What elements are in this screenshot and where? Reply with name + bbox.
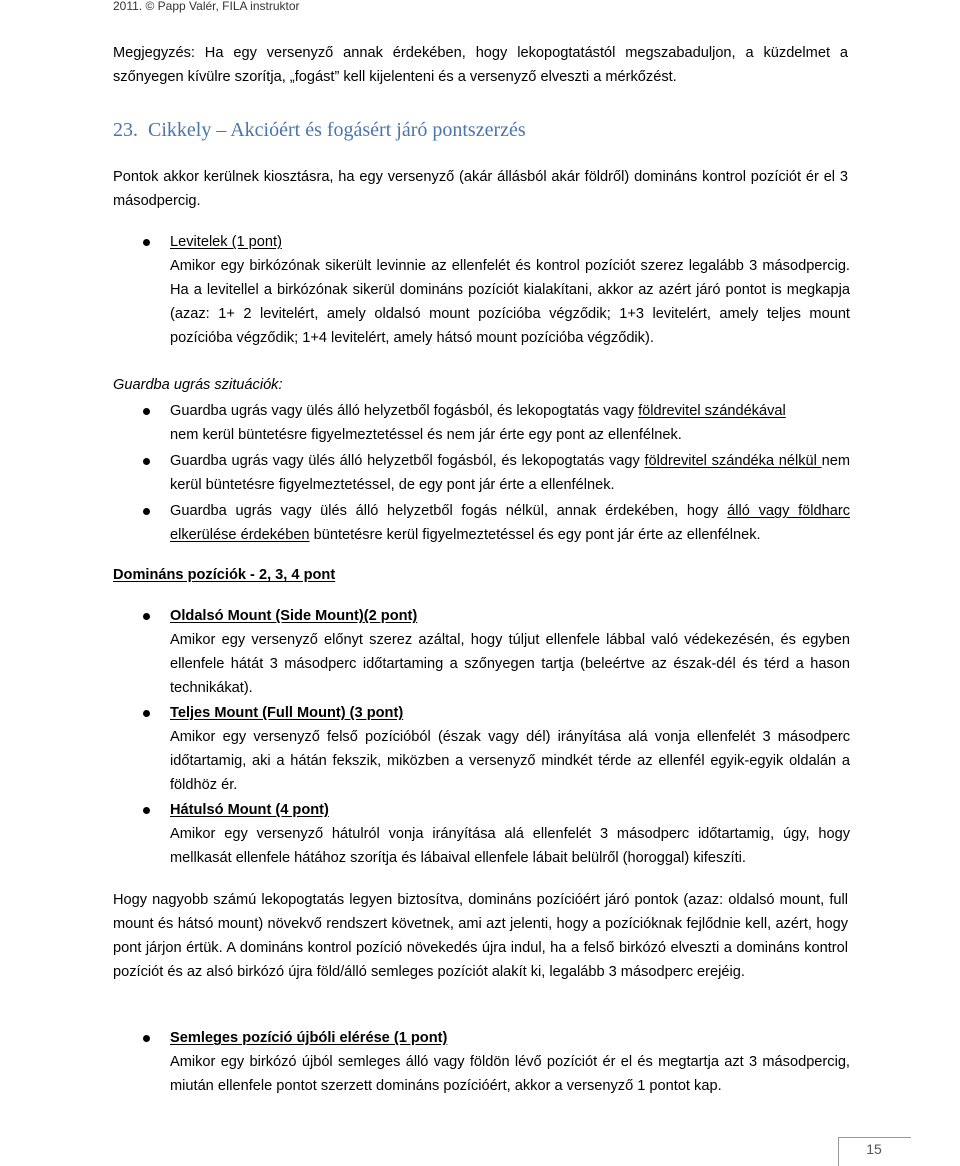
header-author: Papp Valér, FILA instruktor <box>157 0 300 13</box>
bullet-icon <box>143 710 150 717</box>
guardba-item-text: Guardba ugrás vagy ülés álló helyzetből fogásból, és lekopogtatás vagy <box>170 403 639 419</box>
guardba-item-underlined: földrevitel szándékával <box>638 403 786 419</box>
guardba-title: Guardba ugrás szituációk: <box>113 377 283 393</box>
note-paragraph: Megjegyzés: Ha egy versenyző annak érdekében, hogy lekopogtatástól megszabaduljon, a küzdelmet a szőnyegen kívülre szorítja, „fogást” kell kijelenteni és a versenyző elveszti a mérkőzést. <box>113 45 848 85</box>
copyright-icon: © <box>145 0 155 13</box>
section-title: Cikkely – Akcióért és fogásért járó pontszerzés <box>148 119 526 141</box>
dominans-item-text: Amikor egy versenyző előnyt szerez azáltal, hogy túljut ellenfele lábbal való védekezésén, és egyben ellenfele hátát 3 másodperc időtartaming a szőnyegen tartja (beleértve az észak-dél és térd a hason technikákat). <box>170 632 850 696</box>
section-number: 23. <box>113 119 138 141</box>
guardba-list <box>113 399 850 547</box>
bullet-icon <box>143 408 150 415</box>
dominans-item-text: Amikor egy versenyző felső pozícióból (észak vagy dél) irányítása alá vonja ellenfelét 3 másodperc időtartamig, aki a hátán fekszik, miközben a versenyző mindkét térde az ellenfél egyik-egyik oldalán a földhöz ér. <box>170 729 850 793</box>
bullet-icon <box>143 239 150 246</box>
progressive-paragraph: Hogy nagyobb számú lekopogtatás legyen biztosítva, domináns pozícióért járó pontok (azaz: oldalsó mount, full mount és hátsó mount) növekvő rendszert követnek, ami azt jelenti, hogy a pozícióknak fejlődnie kell, azért, hogy pont járjon értük. A domináns kontrol pozíció növekedés újra indul, ha a felső birkózó elveszti a domináns kontrol pozíciót és az alsó birkózó újra föld/álló semleges pozíciót alakít ki, legalább 3 másodperc erejéig. <box>113 892 848 980</box>
list-item <box>113 1026 850 1098</box>
dominans-title: Domináns pozíciók - 2, 3, 4 pont <box>113 567 336 583</box>
guardba-item-underlined: földrevitel szándéka nélkül <box>644 453 822 469</box>
bullet-icon <box>143 508 150 515</box>
bullet-icon <box>143 458 150 465</box>
guardba-item-text: nem kerül büntetésre figyelmeztetéssel, de egy pont jár érte a ellenfélnek. <box>170 453 850 493</box>
list-item <box>113 798 850 870</box>
page-number: 15 <box>866 1141 882 1157</box>
list-item <box>113 449 850 497</box>
semleges-title: Semleges pozíció újbóli elérése (1 pont) <box>170 1030 448 1046</box>
guardba-item-text: Guardba ugrás vagy ülés álló helyzetből fogásból, és lekopogtatás vagy <box>170 453 645 469</box>
intro-paragraph: Pontok akkor kerülnek kiosztásra, ha egy versenyző (akár állásból akár földről) domináns kontrol pozíciót ér el 3 másodpercig. <box>113 169 848 209</box>
guardba-item-underlined: álló vagy földharc elkerülése érdekében <box>170 503 851 543</box>
guardba-item-text: Guardba ugrás vagy ülés álló helyzetből fogás nélkül, annak érdekében, hogy <box>170 503 728 519</box>
semleges-text: Amikor egy birkózó újból semleges álló vagy földön lévő pozíciót ér el és megtartja azt 3 másodpercig, miután ellenfele pontot szerzett domináns pozícióért, akkor a versenyző 1 pontot kap. <box>170 1054 850 1094</box>
dominans-item-title: Hátulsó Mount (4 pont) <box>170 802 329 818</box>
bullet-icon <box>143 613 150 620</box>
list-item <box>113 701 850 797</box>
section-heading <box>113 116 873 144</box>
list-item <box>113 399 850 447</box>
dominans-item-text: Amikor egy versenyző hátulról vonja irányítása alá ellenfelét 3 másodperc időtartamig, úgy, hogy mellkasát ellenfele hátához szorítja és lábaival ellenfele lábait belülről (horoggal) kifeszíti. <box>170 826 850 866</box>
dominans-list <box>113 604 850 870</box>
list-item <box>113 230 850 350</box>
page-header <box>113 0 300 13</box>
guardba-item-text: nem kerül büntetésre figyelmeztetéssel és nem jár érte egy pont az ellenfélnek. <box>170 427 682 443</box>
semleges-list <box>113 1026 850 1098</box>
dominans-item-title: Oldalsó Mount (Side Mount)(2 pont) <box>170 608 418 624</box>
guardba-item-text: büntetésre kerül figyelmeztetéssel és egy pont jár érte az ellenfélnek. <box>309 527 761 543</box>
levitelek-title: Levitelek (1 pont) <box>170 234 282 250</box>
levitelek-text: Amikor egy birkózónak sikerült levinnie az ellenfelét és kontrol pozíciót szerez legalább 3 másodpercig. Ha a levitellel a birkózónak sikerül domináns pozíciót kialakítani, akkor az azért járó pontot is megkapja (azaz: 1+ 2 levitelért, amely oldalsó mount pozícióba végződik; 1+3 levitelért, amely teljes mount pozícióba végződik; 1+4 levitelért, amely hátsó mount pozícióba végződik). <box>170 258 850 346</box>
bullet-icon <box>143 807 150 814</box>
list-item <box>113 604 850 700</box>
levitelek-list <box>113 230 850 350</box>
header-year: 2011. <box>113 0 143 13</box>
dominans-item-title: Teljes Mount (Full Mount) (3 pont) <box>170 705 404 721</box>
bullet-icon <box>143 1035 150 1042</box>
list-item <box>113 499 850 547</box>
